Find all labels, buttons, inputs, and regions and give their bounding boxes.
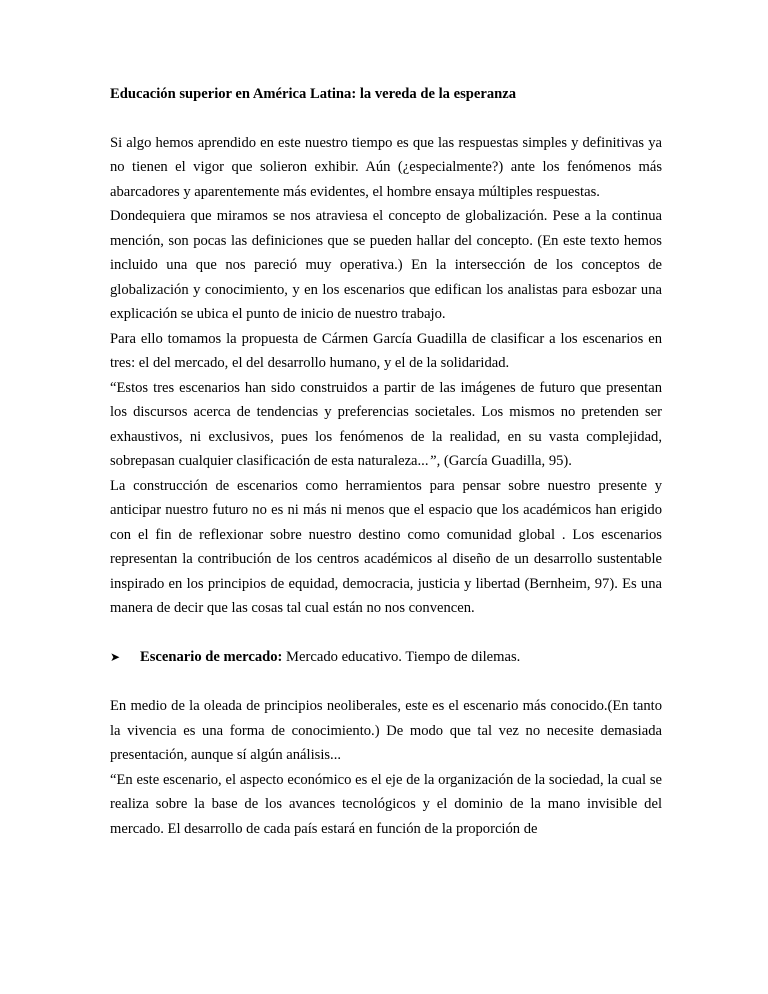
- paragraph-intro: Si algo hemos aprendido en este nuestro tiempo es que las respuestas simples y definitivas ya no tienen el vigor que solieron exhibir. Aún (¿especialmente?) ante los fenómenos más abarcadores y aparentemente más evidentes, el hombre ensaya múltiples respuestas.: [110, 134, 662, 200]
- bullet-heading-mercado: [110, 645, 662, 670]
- quote-close: ”,: [428, 453, 441, 469]
- arrowhead-bullet-icon: ➤: [110, 650, 121, 664]
- blank-line: [110, 670, 662, 695]
- paragraph-globalizacion: Dondequiera que miramos se nos atraviesa el concepto de globalización. Pese a la continua mención, son pocas las definiciones que se pueden hallar del concepto. (En este texto hemos incluido una que nos pareció muy operativa.) En la intersección de los conceptos de globalización y conocimiento, y en los escenarios que edifican los analistas para esbozar una explicación se ubica el punto de inicio de nuestro trabajo.: [110, 208, 662, 322]
- document-title: Educación superior en América Latina: la vereda de la esperanza: [110, 86, 517, 102]
- quote-citation: (García Guadilla, 95).: [440, 453, 572, 469]
- paragraph-quote-escenarios: [110, 376, 662, 474]
- blank-line: [110, 621, 662, 646]
- paragraph-construccion: La construcción de escenarios como herramientos para pensar sobre nuestro presente y anticipar nuestro futuro no es ni más ni menos que el espacio que los académicos han erigido con el fin de reflexionar sobre nuestro destino como comunidad global . Los escenarios representan la contribución de los centros académicos al diseño de un desarrollo sustentable inspirado en los principios de equidad, democracia, justicia y libertad (Bernheim, 97). Es una manera de decir que las cosas tal cual están no nos convencen.: [110, 477, 662, 616]
- quote-text: “Estos tres escenarios han sido construidos a partir de las imágenes de futuro que presentan los discursos acerca de tendencias y preferencias societales. Los mismos no pretenden ser exhaustivos, ni exclusivos, pues los fenómenos de la realidad, en su vasta complejidad, sobrepasan cualquier clasificación de esta naturaleza...: [110, 379, 662, 469]
- paragraph-propuesta: Para ello tomamos la propuesta de Cármen García Guadilla de clasificar a los escenarios en tres: el del mercado, el del desarrollo humano, y el de la solidaridad.: [110, 330, 662, 371]
- paragraph-quote-economico: “En este escenario, el aspecto económico es el eje de la organización de la sociedad, la cual se realiza sobre la base de los avances tecnológicos y el dominio de la mano invisible del mercado. El desarrollo de cada país estará en función de la proporción de: [110, 771, 662, 837]
- document-page: [110, 82, 662, 841]
- bullet-description: Mercado educativo. Tiempo de dilemas.: [282, 649, 521, 665]
- paragraph-neoliberal: En medio de la oleada de principios neoliberales, este es el escenario más conocido.(En tanto la vivencia es una forma de conocimiento.) De modo que tal vez no necesite demasiada presentación, aunque sí algún análisis...: [110, 698, 662, 763]
- bullet-label: Escenario de mercado:: [140, 649, 283, 665]
- bullet-heading-text: [140, 645, 520, 670]
